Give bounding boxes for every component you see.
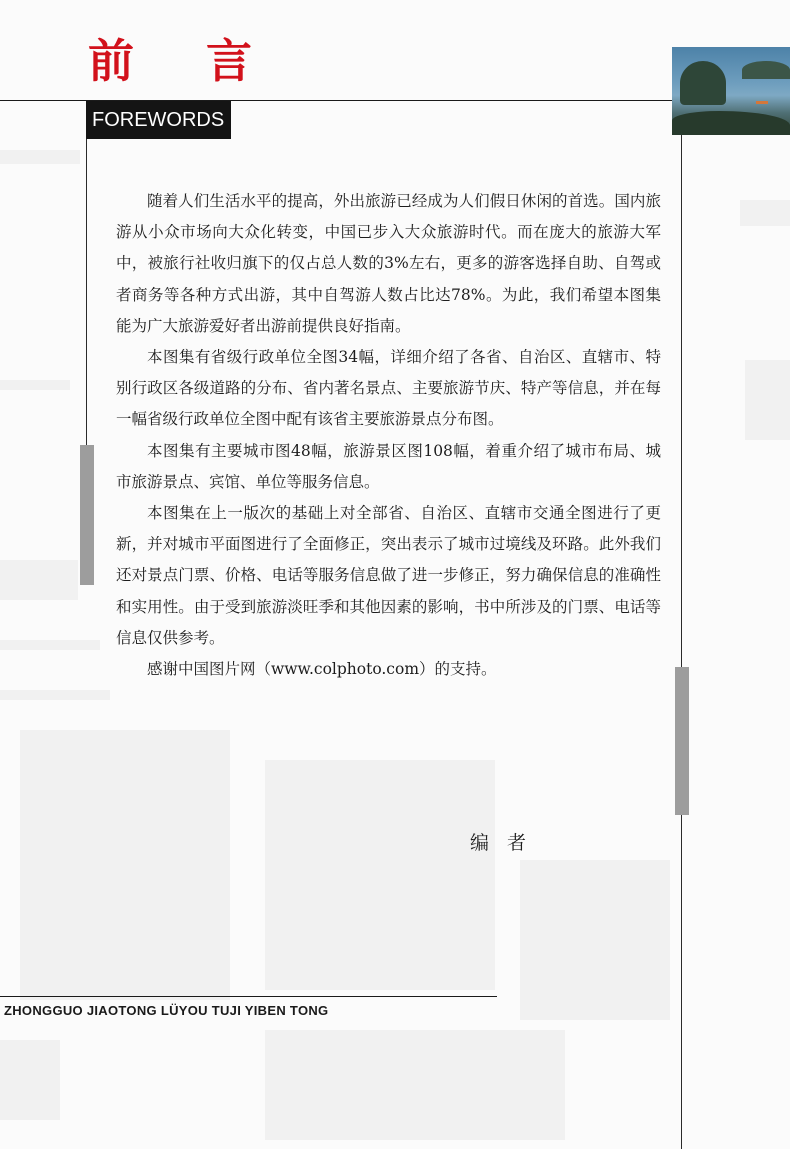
paragraph: 随着人们生活水平的提高，外出旅游已经成为人们假日休闲的首选。国内旅游从小众市场向大众化转变，中国已步入大众旅游时代。而在庞大的旅游大军中，被旅行社收归旗下的仅占总人数的3%左右，更多的游客选择自助、自驾或者商务等各种方式出游，其中自驾游人数占比达78%。为此，我们希望本图集能为广大旅游爱好者出游前提供良好指南。 [116,192,661,335]
left-vertical-rule [86,139,87,459]
signature: 编 者 [470,832,533,854]
footer-rule [0,996,497,997]
right-gray-bar [675,667,689,815]
paragraph: 本图集有主要城市图48幅，旅游景区图108幅，着重介绍了城市布局、城市旅游景点、宾馆、单位等服务信息。 [116,441,661,491]
forewords-badge: FOREWORDS [86,101,231,139]
paragraph: 本图集在上一版次的基础上对全部省、自治区、直辖市交通全图进行了更新，并对城市平面图进行了全面修正，突出表示了城市过境线及环路。此外我们还对景点门票、价格、电话等服务信息做了进一步修正，努力确保信息的准确性和实用性。由于受到旅游淡旺季和其他因素的影响，书中所涉及的门票、电话等信息仅供参考。 [116,504,661,647]
paragraph: 本图集有省级行政单位全图34幅，详细介绍了各省、自治区、直辖市、特别行政区各级道路的分布、省内著名景点、主要旅游节庆、特产等信息，并在每一幅省级行政单位全图中配有该省主要旅游景点分布图。 [116,348,661,429]
paragraph: 感谢中国图片网（www.colphoto.com）的支持。 [147,660,497,679]
foreword-body [116,186,661,685]
left-gray-bar [80,445,94,585]
right-vertical-rule [681,135,682,1149]
page-title: 前 言 [88,34,281,88]
footer-book-title: ZHONGGUO JIAOTONG LÜYOU TUJI YIBEN TONG [4,1003,329,1018]
lake-islands-photo [672,47,790,135]
